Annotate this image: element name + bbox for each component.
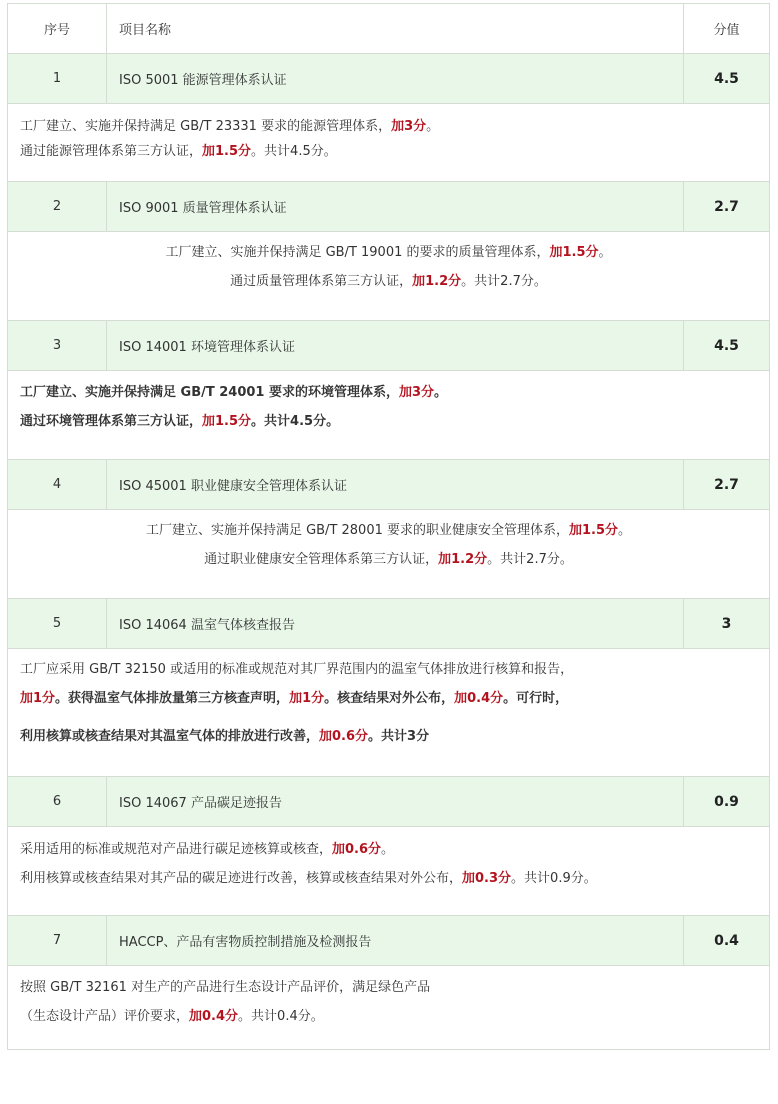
description-text: 工厂建立、实施并保持满足 GB/T 24001 要求的环境管理体系， bbox=[20, 385, 399, 400]
description-text: 工厂应采用 GB/T 32150 或适用的标准或规范对其厂界范围内的温室气体排放进行核算和报告， bbox=[20, 662, 574, 677]
points-highlight: 加1.5分 bbox=[549, 245, 599, 260]
item-description bbox=[8, 104, 770, 182]
description-text: 。共计4.5分。 bbox=[251, 144, 337, 159]
description-text: 。可行时， bbox=[503, 691, 569, 706]
points-highlight: 加1.5分 bbox=[202, 144, 252, 159]
description-text: 。共计2.7分。 bbox=[461, 274, 547, 289]
item-description bbox=[8, 371, 770, 460]
description-line bbox=[20, 243, 757, 263]
item-no: 5 bbox=[8, 599, 107, 648]
item-row bbox=[8, 599, 770, 649]
item-name: ISO 5001 能源管理体系认证 bbox=[107, 54, 684, 103]
description-text: （生态设计产品）评价要求， bbox=[20, 1009, 190, 1024]
item-no: 1 bbox=[8, 54, 107, 103]
item-score: 0.9 bbox=[684, 777, 770, 826]
points-highlight: 加1分 bbox=[289, 691, 325, 706]
points-highlight: 加1.5分 bbox=[569, 523, 619, 538]
scoring-table bbox=[7, 3, 770, 1050]
item-score: 2.7 bbox=[684, 182, 770, 231]
description-text: 通过职业健康安全管理体系第三方认证， bbox=[204, 552, 439, 567]
description-text: 。 bbox=[426, 119, 440, 134]
description-line bbox=[20, 263, 757, 301]
description-line bbox=[20, 998, 757, 1035]
description-text: 工厂建立、实施并保持满足 GB/T 19001 的要求的质量管理体系， bbox=[165, 245, 550, 260]
item-name: ISO 9001 质量管理体系认证 bbox=[107, 182, 684, 231]
table-body bbox=[8, 54, 770, 1050]
item-name: ISO 14067 产品碳足迹报告 bbox=[107, 777, 684, 826]
item-no: 3 bbox=[8, 321, 107, 370]
points-highlight: 加1.2分 bbox=[438, 552, 488, 567]
description-text: 。核查结果对外公布， bbox=[324, 691, 455, 706]
item-description bbox=[8, 966, 770, 1050]
header-no: 序号 bbox=[8, 4, 107, 53]
description-text: 。获得温室气体排放量第三方核查声明， bbox=[55, 691, 290, 706]
points-highlight: 加0.6分 bbox=[319, 729, 369, 744]
item-row bbox=[8, 182, 770, 232]
description-line bbox=[20, 383, 757, 403]
description-line bbox=[20, 521, 757, 541]
description-text: 。 bbox=[434, 385, 448, 400]
description-line bbox=[20, 117, 757, 137]
item-no: 6 bbox=[8, 777, 107, 826]
item-row bbox=[8, 777, 770, 827]
description-text: 通过能源管理体系第三方认证， bbox=[20, 144, 203, 159]
item-no: 7 bbox=[8, 916, 107, 965]
item-description bbox=[8, 510, 770, 599]
header-name: 项目名称 bbox=[107, 4, 684, 53]
description-line bbox=[20, 860, 757, 897]
points-highlight: 加1.5分 bbox=[202, 414, 252, 429]
item-name: ISO 45001 职业健康安全管理体系认证 bbox=[107, 460, 684, 509]
item-row bbox=[8, 916, 770, 966]
table-header bbox=[8, 4, 770, 54]
item-description bbox=[8, 232, 770, 321]
description-text: 利用核算或核查结果对其温室气体的排放进行改善， bbox=[20, 729, 320, 744]
description-text: 工厂建立、实施并保持满足 GB/T 23331 要求的能源管理体系， bbox=[20, 119, 392, 134]
points-highlight: 加0.3分 bbox=[462, 871, 512, 886]
item-row bbox=[8, 321, 770, 371]
description-text: 。共计0.4分。 bbox=[238, 1009, 324, 1024]
description-line bbox=[20, 137, 757, 167]
description-line bbox=[20, 718, 757, 756]
header-score: 分值 bbox=[684, 4, 770, 53]
description-text: 。 bbox=[381, 842, 395, 857]
item-score: 0.4 bbox=[684, 916, 770, 965]
item-score: 4.5 bbox=[684, 321, 770, 370]
item-name: HACCP、产品有害物质控制措施及检测报告 bbox=[107, 916, 684, 965]
description-text: 通过质量管理体系第三方认证， bbox=[230, 274, 413, 289]
item-no: 4 bbox=[8, 460, 107, 509]
description-text: 。共计0.9分。 bbox=[511, 871, 597, 886]
item-row bbox=[8, 460, 770, 510]
item-score: 2.7 bbox=[684, 460, 770, 509]
item-description bbox=[8, 649, 770, 777]
points-highlight: 加0.4分 bbox=[189, 1009, 239, 1024]
description-line bbox=[20, 978, 757, 998]
points-highlight: 加1.2分 bbox=[412, 274, 462, 289]
description-text: 。共计4.5分。 bbox=[251, 414, 340, 429]
description-text: 。 bbox=[598, 245, 612, 260]
item-score: 3 bbox=[684, 599, 770, 648]
item-score: 4.5 bbox=[684, 54, 770, 103]
description-line bbox=[20, 680, 757, 718]
item-row bbox=[8, 54, 770, 104]
description-text: 。共计3分 bbox=[368, 729, 430, 744]
points-highlight: 加1分 bbox=[20, 691, 56, 706]
points-highlight: 加0.4分 bbox=[454, 691, 504, 706]
description-text: 利用核算或核查结果对其产品的碳足迹进行改善，核算或核查结果对外公布， bbox=[20, 871, 463, 886]
description-line bbox=[20, 840, 757, 860]
item-name: ISO 14064 温室气体核查报告 bbox=[107, 599, 684, 648]
description-text: 按照 GB/T 32161 对生产的产品进行生态设计产品评价，满足绿色产品 bbox=[20, 980, 431, 995]
item-name: ISO 14001 环境管理体系认证 bbox=[107, 321, 684, 370]
points-highlight: 加0.6分 bbox=[332, 842, 382, 857]
description-text: 。 bbox=[618, 523, 632, 538]
points-highlight: 加3分 bbox=[399, 385, 435, 400]
points-highlight: 加3分 bbox=[391, 119, 427, 134]
description-text: 通过环境管理体系第三方认证， bbox=[20, 414, 203, 429]
description-text: 工厂建立、实施并保持满足 GB/T 28001 要求的职业健康安全管理体系， bbox=[145, 523, 570, 538]
description-line bbox=[20, 660, 757, 680]
description-text: 采用适用的标准或规范对产品进行碳足迹核算或核查， bbox=[20, 842, 333, 857]
description-line bbox=[20, 403, 757, 441]
description-line bbox=[20, 541, 757, 579]
description-text: 。共计2.7分。 bbox=[487, 552, 573, 567]
item-description bbox=[8, 827, 770, 916]
item-no: 2 bbox=[8, 182, 107, 231]
